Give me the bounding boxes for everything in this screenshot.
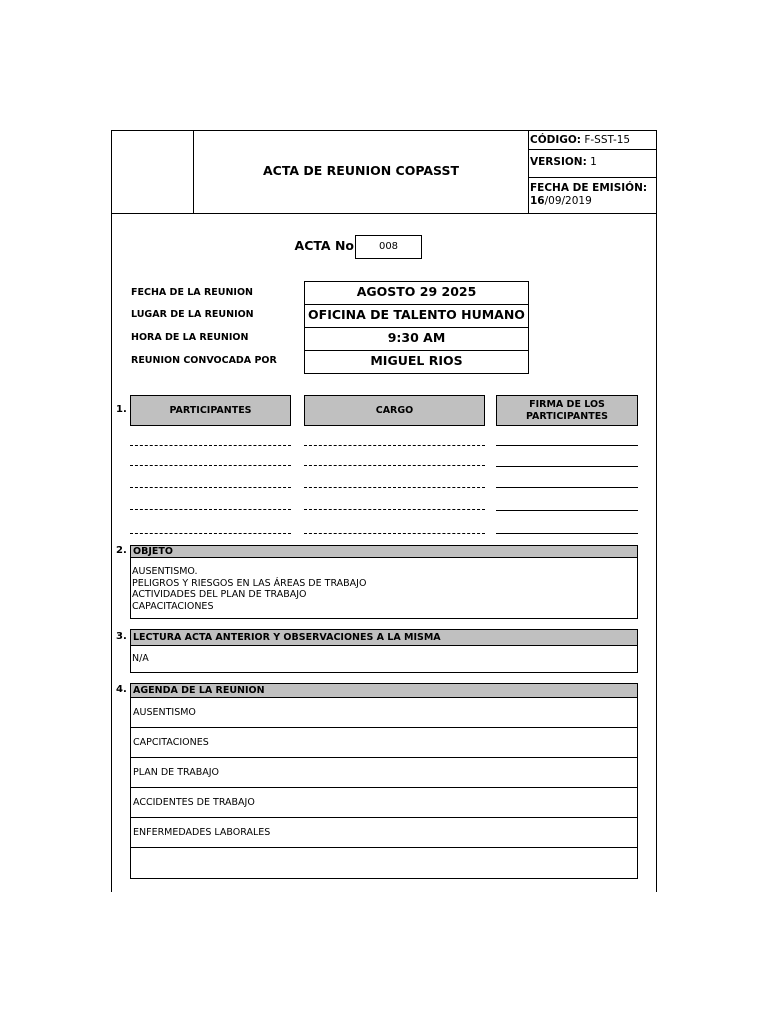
frame-left-border: [111, 130, 112, 892]
info-value-lugar[interactable]: OFICINA DE TALENTO HUMANO: [308, 307, 525, 322]
participant-firma-line[interactable]: [496, 466, 638, 467]
section-4-number: 4.: [116, 684, 127, 695]
participant-firma-line[interactable]: [496, 487, 638, 488]
info-label-convocada: REUNION CONVOCADA POR: [131, 355, 277, 366]
agenda-item[interactable]: ACCIDENTES DE TRABAJO: [130, 787, 638, 818]
version-field: [530, 156, 597, 169]
agenda-item[interactable]: AUSENTISMO: [130, 697, 638, 728]
participant-cargo-line[interactable]: [304, 465, 485, 466]
firma-header: FIRMA DE LOS PARTICIPANTES: [496, 395, 638, 426]
info-label-lugar: LUGAR DE LA REUNION: [131, 309, 254, 320]
participant-firma-line[interactable]: [496, 445, 638, 446]
participant-name-line[interactable]: [130, 533, 291, 534]
objeto-content[interactable]: [130, 557, 638, 619]
participant-name-line[interactable]: [130, 465, 291, 466]
participant-cargo-line[interactable]: [304, 445, 485, 446]
logo-cell: [112, 131, 193, 213]
info-label-fecha: FECHA DE LA REUNION: [131, 287, 253, 298]
participant-cargo-line[interactable]: [304, 487, 485, 488]
objeto-line: ACTIVIDADES DEL PLAN DE TRABAJO: [132, 589, 307, 600]
fecha-emision-day: 16: [530, 195, 545, 207]
info-value-hora[interactable]: 9:30 AM: [387, 330, 446, 345]
lectura-header: LECTURA ACTA ANTERIOR Y OBSERVACIONES A LA MISMA: [130, 629, 638, 646]
acta-number-field[interactable]: 008: [355, 235, 422, 259]
objeto-line: AUSENTISMO.: [132, 566, 198, 577]
header-bottom-border: [111, 213, 657, 214]
meta-divider-1: [528, 149, 656, 150]
agenda-item[interactable]: PLAN DE TRABAJO: [130, 757, 638, 788]
section-2-number: 2.: [116, 545, 127, 556]
agenda-header: AGENDA DE LA REUNION: [130, 683, 638, 698]
codigo-value: F-SST-15: [584, 134, 631, 146]
agenda-item[interactable]: ENFERMEDADES LABORALES: [130, 817, 638, 848]
meta-cell-divider: [528, 130, 529, 213]
participant-firma-line[interactable]: [496, 510, 638, 511]
participant-cargo-line[interactable]: [304, 533, 485, 534]
participant-cargo-line[interactable]: [304, 509, 485, 510]
participantes-header: PARTICIPANTES: [130, 395, 291, 426]
codigo-field: [530, 134, 630, 147]
info-label-hora: HORA DE LA REUNION: [131, 332, 249, 343]
document-title: ACTA DE REUNION COPASST: [262, 163, 460, 178]
agenda-item[interactable]: CAPCITACIONES: [130, 727, 638, 758]
lectura-content[interactable]: N/A: [130, 645, 638, 673]
section-3-number: 3.: [116, 631, 127, 642]
acta-number-label: ACTA No: [294, 238, 354, 253]
version-value: 1: [590, 156, 597, 168]
meta-divider-2: [528, 177, 656, 178]
agenda-item[interactable]: [130, 847, 638, 879]
version-label: VERSION:: [530, 156, 587, 168]
participant-name-line[interactable]: [130, 445, 291, 446]
section-1-number: 1.: [116, 404, 127, 415]
info-value-convocada[interactable]: MIGUEL RIOS: [370, 353, 463, 368]
participant-name-line[interactable]: [130, 509, 291, 510]
fecha-emision-field: [530, 182, 647, 208]
participant-firma-line[interactable]: [496, 533, 638, 534]
fecha-emision-label: FECHA DE EMISIÓN:: [530, 182, 648, 194]
info-value-fecha[interactable]: AGOSTO 29 2025: [356, 284, 477, 299]
objeto-line: CAPACITACIONES: [132, 600, 214, 612]
codigo-label: CÓDIGO:: [530, 134, 581, 146]
objeto-header: OBJETO: [130, 545, 638, 558]
frame-right-border: [656, 130, 657, 892]
fecha-emision-rest: /09/2019: [544, 195, 592, 207]
participant-name-line[interactable]: [130, 487, 291, 488]
cargo-header: CARGO: [304, 395, 485, 426]
objeto-line: PELIGROS Y RIESGOS EN LAS ÁREAS DE TRABAJO: [132, 577, 367, 589]
